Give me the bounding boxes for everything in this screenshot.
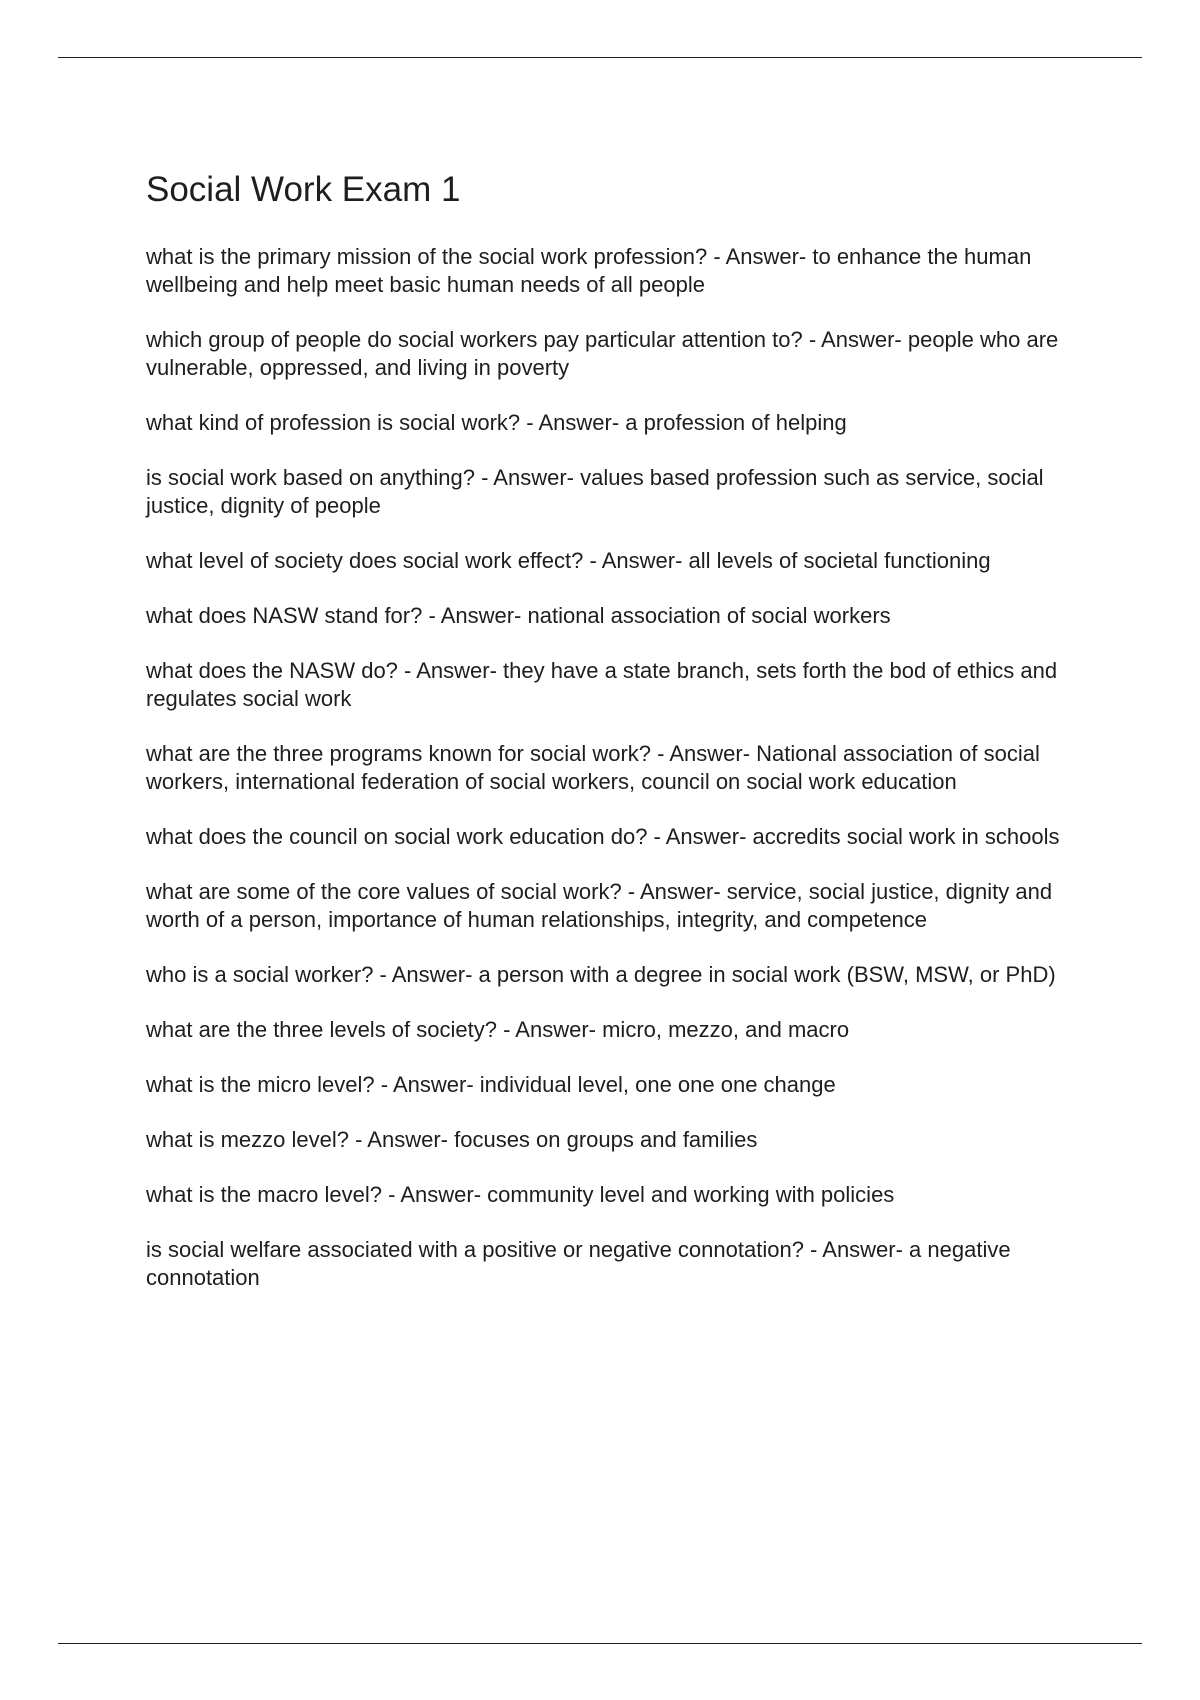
qa-item: what does NASW stand for? - Answer- national association of social workers [146,603,891,629]
bottom-divider [58,1643,1142,1644]
qa-item: what are the three programs known for social work? - Answer- National association of social workers, international federation of social workers, council on social work education [146,741,1040,795]
qa-item: what is mezzo level? - Answer- focuses on groups and families [146,1127,758,1153]
top-divider [58,57,1142,58]
qa-item: what is the micro level? - Answer- individual level, one one one change [146,1072,836,1098]
qa-item: what is the primary mission of the social work profession? - Answer- to enhance the human wellbeing and help meet basic human needs of all people [146,244,1032,298]
document-body [146,170,1096,1319]
qa-item: what kind of profession is social work? - Answer- a profession of helping [146,410,847,436]
qa-item: is social welfare associated with a positive or negative connotation? - Answer- a negative connotation [146,1237,1011,1291]
qa-item: what is the macro level? - Answer- community level and working with policies [146,1182,895,1208]
qa-item: which group of people do social workers pay particular attention to? - Answer- people who are vulnerable, oppressed, and living in poverty [146,327,1059,381]
document-title: Social Work Exam 1 [146,170,461,209]
qa-item: what does the NASW do? - Answer- they have a state branch, sets forth the bod of ethics and regulates social work [146,658,1058,712]
qa-item: what are some of the core values of social work? - Answer- service, social justice, dignity and worth of a person, importance of human relationships, integrity, and competence [146,879,1053,933]
qa-item: is social work based on anything? - Answer- values based profession such as service, social justice, dignity of people [146,465,1044,519]
qa-item: what are the three levels of society? - Answer- micro, mezzo, and macro [146,1017,850,1043]
qa-item: who is a social worker? - Answer- a person with a degree in social work (BSW, MSW, or PhD) [146,962,1056,988]
qa-item: what does the council on social work education do? - Answer- accredits social work in schools [146,824,1060,850]
qa-list [146,243,1096,1292]
qa-item: what level of society does social work effect? - Answer- all levels of societal functioning [146,548,991,574]
